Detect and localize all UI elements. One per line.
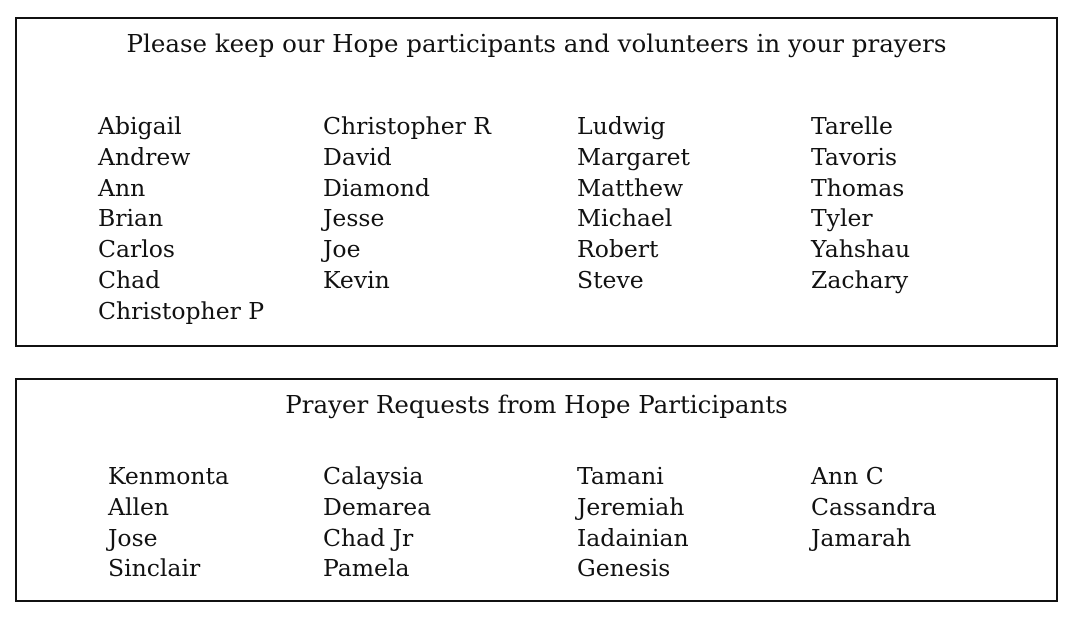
requests-column-2: [323, 461, 431, 584]
prayer-requests-box: [15, 378, 1058, 602]
name-item: Christopher R: [323, 112, 491, 140]
name-item: Margaret: [577, 142, 690, 171]
name-item: Chad Jr: [323, 523, 414, 552]
name-item: Kevin: [323, 265, 390, 294]
name-item: Demarea: [323, 492, 432, 521]
name-item: Andrew: [98, 142, 191, 171]
requests-column-3: [577, 461, 689, 584]
name-item: Steve: [577, 265, 644, 294]
requests-box-title: Prayer Requests from Hope Participants: [285, 390, 788, 419]
name-item: Abigail: [98, 112, 182, 140]
name-item: Tamani: [577, 462, 664, 490]
name-item: Ann C: [811, 462, 884, 490]
name-item: David: [323, 142, 392, 171]
name-item: Ludwig: [577, 112, 666, 140]
name-item: Calaysia: [323, 462, 424, 490]
name-item: Brian: [98, 204, 164, 233]
name-item: Tyler: [811, 204, 873, 233]
name-item: Yahshau: [811, 235, 911, 264]
name-item: Jose: [108, 523, 158, 552]
participants-prayer-box: [15, 17, 1058, 347]
participants-column-4: [811, 111, 910, 296]
name-item: Thomas: [811, 173, 905, 202]
requests-column-1: [108, 461, 229, 584]
name-item: Pamela: [323, 554, 410, 583]
name-item: Genesis: [577, 554, 671, 583]
name-item: Michael: [577, 204, 673, 233]
name-item: Robert: [577, 235, 659, 264]
name-item: Jeremiah: [577, 492, 685, 521]
name-item: Allen: [108, 492, 170, 521]
name-item: Cassandra: [811, 492, 937, 521]
name-item: Christopher P: [98, 296, 265, 325]
name-item: Diamond: [323, 173, 430, 202]
requests-column-4: [811, 461, 937, 553]
name-item: Ann: [98, 173, 146, 202]
name-item: Chad: [98, 265, 161, 294]
name-item: Kenmonta: [108, 462, 229, 490]
name-item: Jamarah: [811, 523, 912, 552]
name-item: Jesse: [323, 204, 385, 233]
name-item: Zachary: [811, 265, 909, 294]
name-item: Matthew: [577, 173, 684, 202]
participants-box-title: Please keep our Hope participants and volunteers in your prayers: [126, 29, 947, 58]
participants-column-3: [577, 111, 690, 296]
name-item: Joe: [323, 235, 361, 264]
name-item: Sinclair: [108, 554, 201, 583]
name-item: Tarelle: [811, 112, 893, 140]
name-item: Tavoris: [811, 142, 898, 171]
name-item: Iadainian: [577, 523, 689, 552]
name-item: Carlos: [98, 235, 175, 264]
participants-column-2: [323, 111, 491, 296]
participants-column-1: [98, 111, 264, 327]
